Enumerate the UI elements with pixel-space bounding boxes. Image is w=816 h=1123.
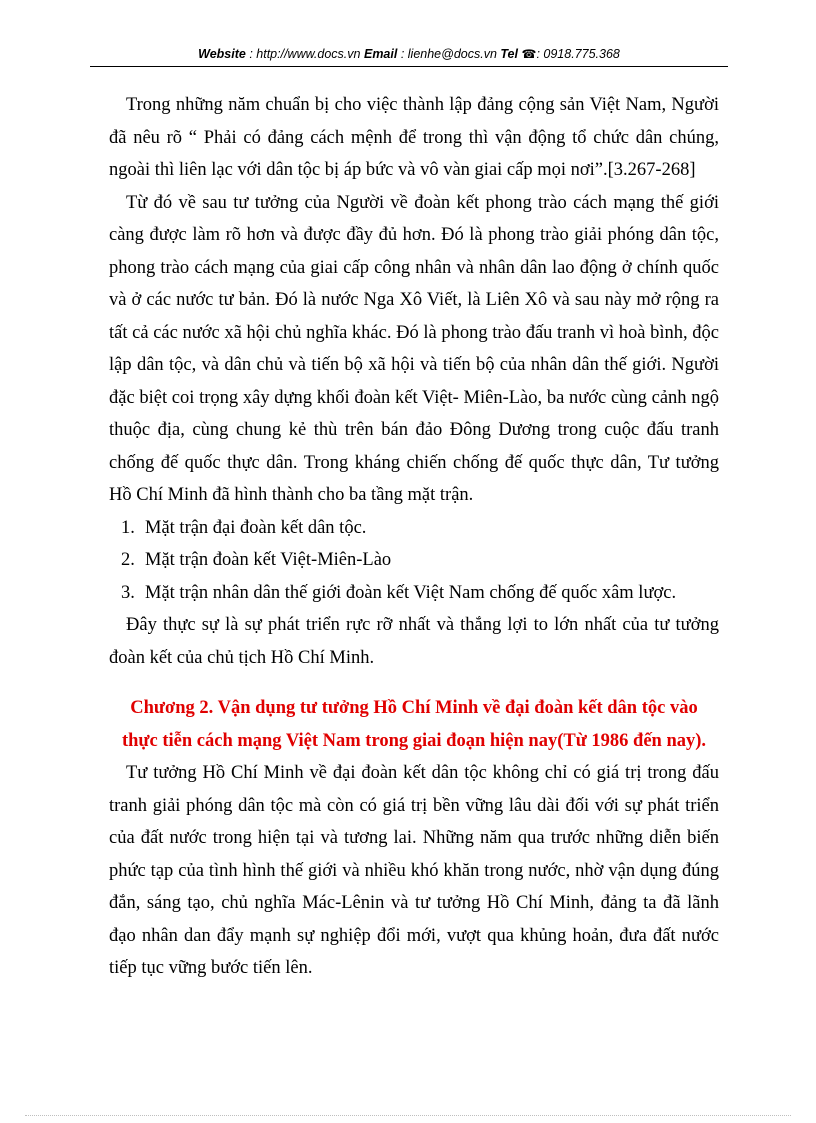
list-text: Mặt trận đoàn kết Việt-Miên-Lào xyxy=(145,550,392,570)
list-number: 2. xyxy=(121,550,135,570)
page-header xyxy=(90,44,728,67)
paragraph-4: Tư tưởng Hồ Chí Minh về đại đoàn kết dân tộc không chỉ có giá trị trong đấu tranh giải phóng dân tộc mà còn có giá trị bền vững lâu dài đối với sự phát triển của đất nước trong hiện tại và tương lai. Những năm qua trước những diễn biến phức tạp của tình hình thế giới và nhiều khó khăn trong nước, nhờ vận dụng đúng đắn, sáng tạo, chủ nghĩa Mác-Lênin và tư tưởng Hồ Chí Minh, đảng ta đã lãnh đạo nhân dan đẩy mạnh sự nghiệp đổi mới, vượt qua khủng hoản, đưa đất nước tiếp tục vững bước tiến lên. xyxy=(109,763,719,978)
list-item xyxy=(109,544,719,577)
list-text: Mặt trận đại đoàn kết dân tộc. xyxy=(145,517,367,538)
tel-label: Tel xyxy=(500,47,518,61)
email-label: Email xyxy=(363,47,398,61)
document-body xyxy=(109,89,719,985)
list-text: Mặt trận nhân dân thế giới đoàn kết Việt Nam chống đế quốc xâm lược. xyxy=(145,582,677,603)
website-url[interactable]: : http://www.docs.vn xyxy=(249,47,361,61)
email-address[interactable]: : lienhe@docs.vn xyxy=(400,47,497,61)
list-number: 1. xyxy=(121,517,135,538)
paragraph-3: Đây thực sự là sự phát triển rực rỡ nhất và thắng lợi to lớn nhất của tư tưởng đoàn kết của chủ tịch Hồ Chí Minh. xyxy=(109,615,719,668)
list-item xyxy=(109,512,719,545)
phone-icon: ☎ xyxy=(521,47,537,61)
paragraph-1: Trong những năm chuẩn bị cho việc thành lập đảng cộng sản Việt Nam, Người đã nêu rõ “ Phải có đảng cách mệnh để trong thì vận động tổ chức dân chúng, ngoài thì liên lạc với dân tộc bị áp bức và vô vàn giai cấp mọi nơi”.[3.267-268] xyxy=(109,95,719,180)
paragraph-2: Từ đó về sau tư tưởng của Người về đoàn kết phong trào cách mạng thế giới càng được làm rõ hơn và được đầy đủ hơn. Đó là phong trào giải phóng dân tộc, phong trào cách mạng của giai cấp công nhân và nhân dân lao động ở chính quốc và ở các nước tư bản. Đó là nước Nga Xô Viết, là Liên Xô và sau này mở rộng ra tất cả các nước xã hội chủ nghĩa khác. Đó là phong trào đấu tranh vì hoà bình, độc lập dân tộc, và dân chủ và tiến bộ xã hội và tiến bộ của nhân dân thế giới. Người đặc biệt coi trọng xây dựng khối đoàn kết Việt- Miên-Lào, ba nước cùng cảnh ngộ thuộc địa, cùng chung kẻ thù trên bán đảo Đông Dương trong cuộc đấu tranh chống đế quốc thực dân. Trong kháng chiến chống đế quốc thực dân, Tư tưởng Hồ Chí Minh đã hình thành cho ba tầng mặt trận. xyxy=(109,192,719,505)
list-number: 3. xyxy=(121,582,135,603)
chapter-heading-line-1: Chương 2. Vận dụng tư tưởng Hồ Chí Minh về đại đoàn kết dân tộc vào xyxy=(130,698,698,718)
list-item xyxy=(109,577,719,610)
tel-number: : 0918.775.368 xyxy=(536,47,620,61)
footer-divider xyxy=(25,1115,791,1116)
chapter-heading-line-2: thực tiễn cách mạng Việt Nam trong giai đoạn hiện nay(Từ 1986 đến nay). xyxy=(121,730,707,751)
front-list xyxy=(109,512,719,610)
website-label: Website xyxy=(198,47,246,61)
chapter-heading xyxy=(109,692,719,757)
